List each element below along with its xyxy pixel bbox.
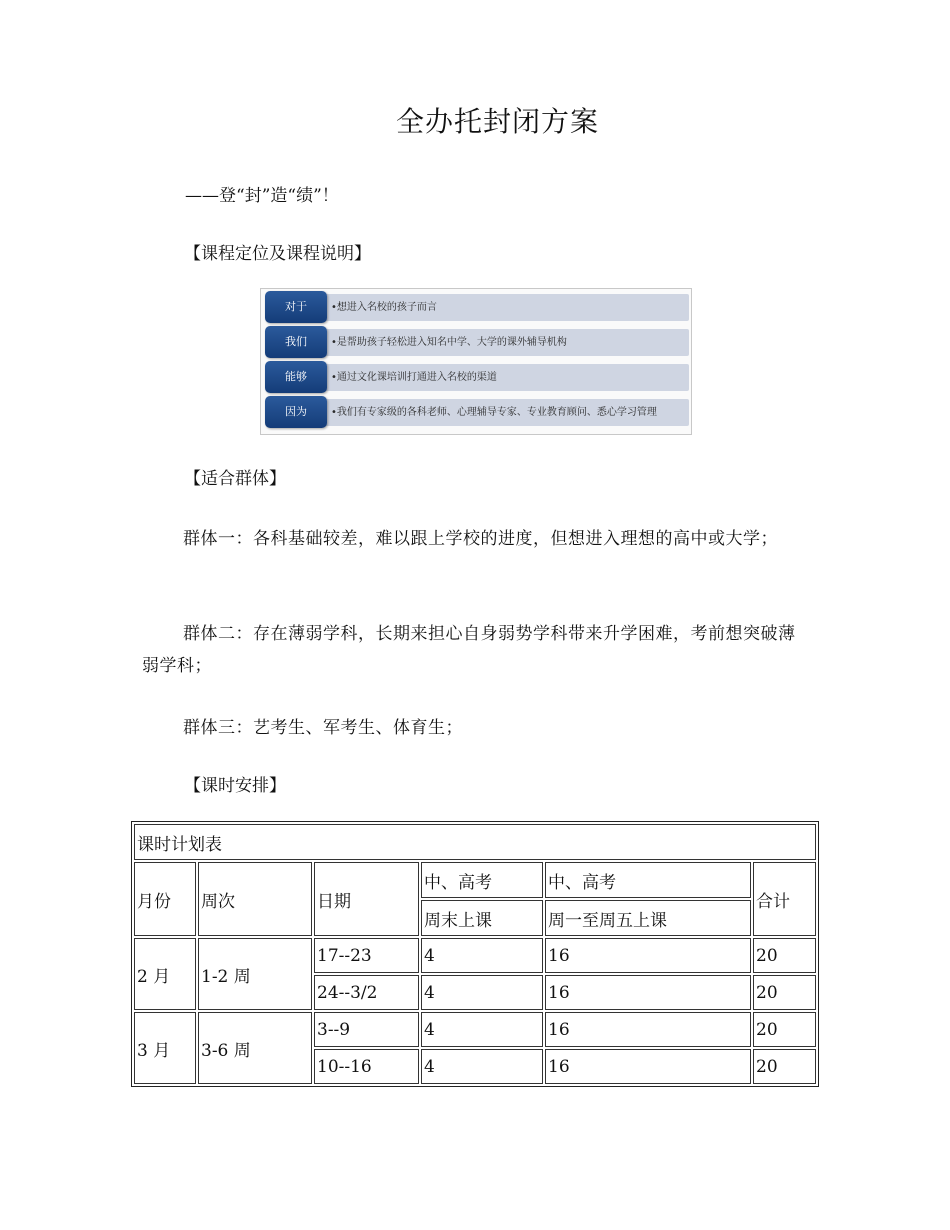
header-date: 日期 — [314, 862, 419, 936]
header-col-b-bottom: 周一至周五上课 — [545, 900, 751, 936]
section-heading-audience: 【适合群体】 — [184, 469, 286, 489]
group-paragraph: 群体二：存在薄弱学科，长期来担心自身弱势学科带来升学困难，考前想突破薄弱学科； — [142, 624, 796, 676]
info-tag: 我们 — [265, 326, 327, 358]
cell-a: 4 — [421, 1012, 543, 1047]
group-paragraph: 群体一：各科基础较差，难以跟上学校的进度，但想进入理想的高中或大学； — [183, 529, 778, 549]
info-tag: 能够 — [265, 361, 327, 393]
schedule-table — [131, 821, 819, 1087]
info-tag: 因为 — [265, 396, 327, 428]
cell-date: 24--3/2 — [314, 975, 419, 1010]
info-row — [263, 291, 689, 323]
header-total: 合计 — [753, 862, 816, 936]
info-row — [263, 361, 689, 393]
cell-total: 20 — [753, 1049, 816, 1084]
cell-total: 20 — [753, 975, 816, 1010]
header-week: 周次 — [198, 862, 312, 936]
cell-month: 2 月 — [134, 938, 196, 1010]
cell-b: 16 — [545, 1049, 751, 1084]
cell-week: 1-2 周 — [198, 938, 312, 1010]
header-col-a-bottom: 周末上课 — [421, 900, 543, 936]
cell-b: 16 — [545, 938, 751, 973]
course-info-graphic — [260, 288, 692, 435]
document-title: 全办托封闭方案 — [395, 105, 599, 138]
info-text: •我们有专家级的各科老师、心理辅导专家、专业教育顾问、悉心学习管理 — [331, 407, 657, 418]
table-row — [134, 938, 816, 973]
header-col-a-top: 中、高考 — [421, 862, 543, 898]
table-caption: 课时计划表 — [134, 824, 816, 860]
info-text: •是帮助孩子轻松进入知名中学、大学的课外辅导机构 — [331, 337, 567, 348]
cell-total: 20 — [753, 1012, 816, 1047]
table-row — [134, 1012, 816, 1047]
cell-date: 3--9 — [314, 1012, 419, 1047]
cell-b: 16 — [545, 975, 751, 1010]
cell-a: 4 — [421, 975, 543, 1010]
info-row — [263, 396, 689, 428]
section-heading-schedule: 【课时安排】 — [184, 776, 286, 796]
cell-a: 4 — [421, 1049, 543, 1084]
group-paragraph: 群体三：艺考生、军考生、体育生； — [183, 718, 463, 738]
info-row — [263, 326, 689, 358]
subtitle: ——登“封”造“绩”！ — [185, 186, 339, 206]
cell-total: 20 — [753, 938, 816, 973]
cell-a: 4 — [421, 938, 543, 973]
section-heading-course: 【课程定位及课程说明】 — [184, 244, 371, 264]
cell-date: 17--23 — [314, 938, 419, 973]
cell-date: 10--16 — [314, 1049, 419, 1084]
header-month: 月份 — [134, 862, 196, 936]
info-text: •想进入名校的孩子而言 — [331, 302, 437, 313]
info-text: •通过文化课培训打通进入名校的渠道 — [331, 372, 497, 383]
cell-month: 3 月 — [134, 1012, 196, 1084]
cell-week: 3-6 周 — [198, 1012, 312, 1084]
info-tag: 对于 — [265, 291, 327, 323]
cell-b: 16 — [545, 1012, 751, 1047]
header-col-b-top: 中、高考 — [545, 862, 751, 898]
